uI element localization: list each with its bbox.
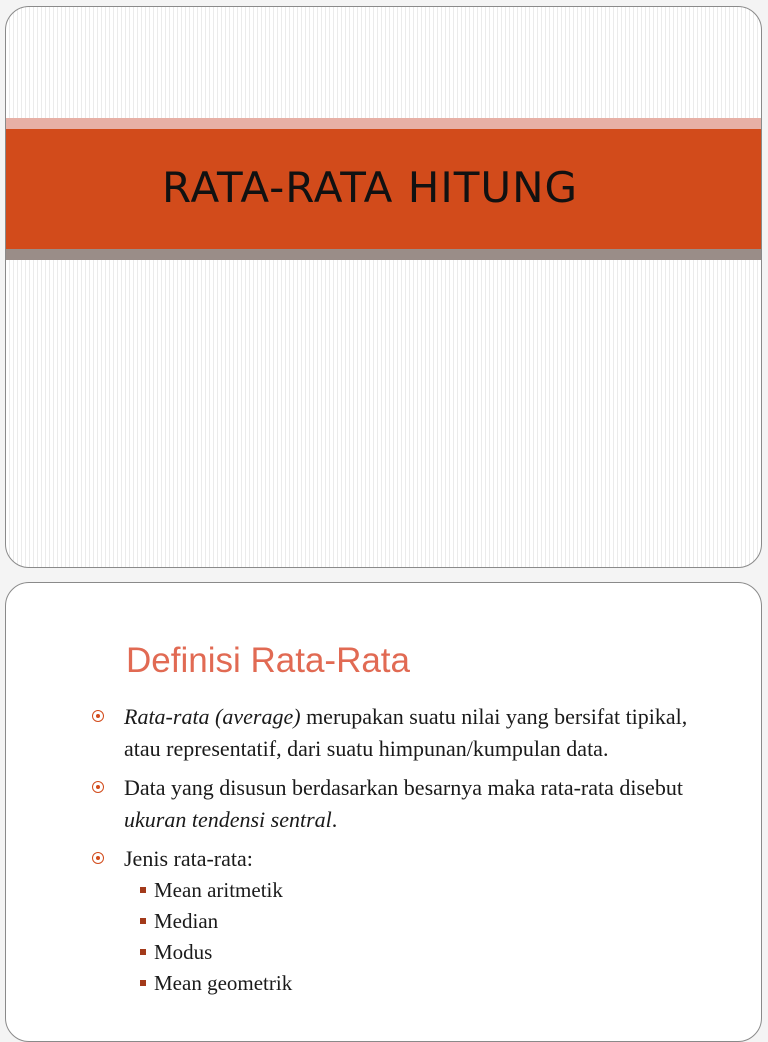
circle-bullet-icon xyxy=(92,852,104,864)
type-label: Modus xyxy=(154,940,213,964)
slide-heading: Definisi Rata-Rata xyxy=(126,641,410,680)
title-band-bottom-stripe xyxy=(6,249,761,260)
square-bullet-icon xyxy=(140,949,146,955)
definition-slide xyxy=(5,582,762,1042)
circle-bullet-icon xyxy=(92,710,104,722)
title-slide xyxy=(5,6,762,568)
square-bullet-icon xyxy=(140,887,146,893)
title-band-top-stripe xyxy=(6,118,761,129)
circle-bullet-icon xyxy=(92,781,104,793)
square-bullet-icon xyxy=(140,980,146,986)
list-item xyxy=(6,937,762,968)
list-item xyxy=(6,906,762,937)
bullet-item-definition xyxy=(6,701,762,765)
list-item xyxy=(6,968,762,999)
bullet-list xyxy=(6,701,762,999)
type-label: Median xyxy=(154,909,219,933)
square-bullet-icon xyxy=(140,918,146,924)
bullet-item-types xyxy=(6,843,762,875)
types-heading-text: Jenis rata-rata: xyxy=(124,846,253,871)
definition-text: merupakan suatu nilai yang bersifat tipikal, atau representatif, dari suatu himpunan/kumpulan data. xyxy=(124,704,688,761)
term-central-tendency: ukuran tendensi sentral xyxy=(124,807,332,832)
term-average: Rata-rata (average) xyxy=(124,704,301,729)
type-label: Mean aritmetik xyxy=(154,878,283,902)
list-item xyxy=(6,875,762,906)
bullet-item-central-tendency xyxy=(6,772,762,836)
title-band xyxy=(6,129,761,249)
central-tendency-text: Data yang disusun berdasarkan besarnya maka rata-rata disebut xyxy=(124,775,683,800)
types-sublist xyxy=(6,875,762,999)
type-label: Mean geometrik xyxy=(154,971,293,995)
period: . xyxy=(331,807,338,832)
slide-title: RATA-RATA HITUNG xyxy=(162,163,579,212)
